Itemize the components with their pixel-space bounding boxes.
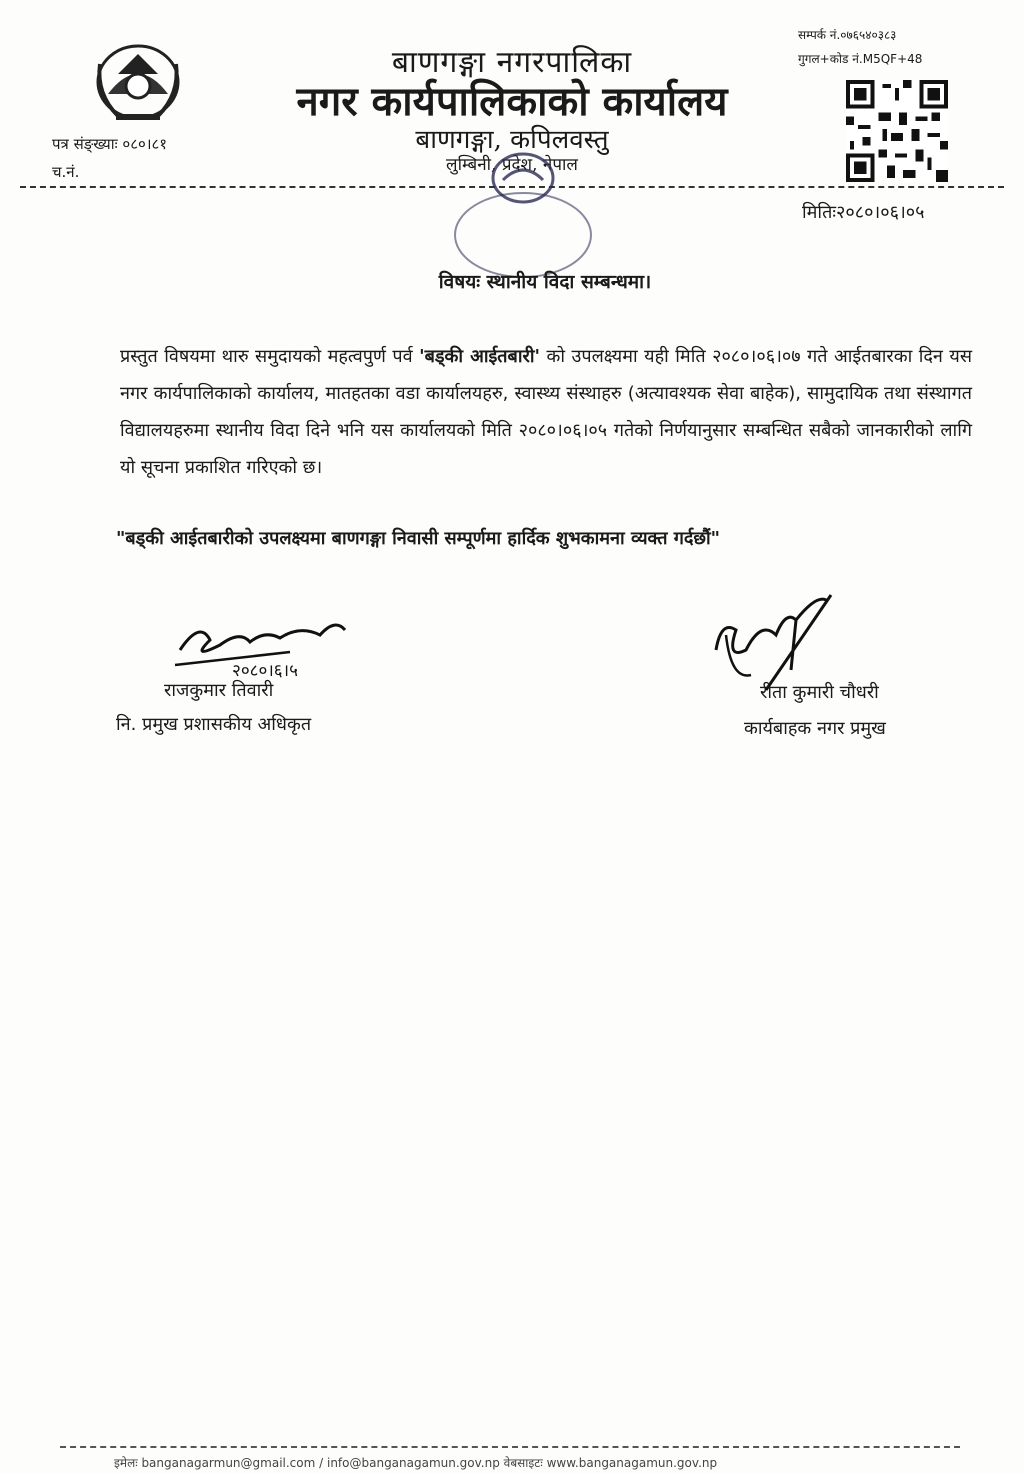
- signature-left: [170, 610, 370, 680]
- signatory-right-name: रीता कुमारी चौधरी: [760, 682, 879, 703]
- header-location: बाणगङ्गा, कपिलवस्तु: [415, 125, 609, 155]
- subject-line: विषयः स्थानीय विदा सम्बन्धमा।: [438, 271, 652, 293]
- plus-code: गुगल+कोड नं.M5QF+48: [798, 52, 923, 66]
- header-province: लुम्बिनी, प्रदेश, नेपाल: [446, 155, 578, 175]
- header-office-title: नगर कार्यपालिकाको कार्यालय: [296, 78, 728, 125]
- letter-number: पत्र संङ्ख्याः ०८०।८१: [52, 135, 168, 153]
- dispatch-number: च.नं.: [52, 163, 80, 181]
- signatory-left-name: राजकुमार तिवारी: [164, 680, 274, 701]
- header-municipality: बाणगङ्गा नगरपालिका: [391, 45, 633, 80]
- official-seal: [448, 140, 598, 280]
- notice-body: [120, 338, 972, 486]
- signatory-right-role: कार्यबाहक नगर प्रमुख: [744, 718, 886, 739]
- signature-left-date: २०८०।६।५: [232, 661, 298, 680]
- footer-contact: इमेलः banganagarmun@gmail.com / info@banganagamun.gov.np वेबसाइटः www.banganagamun.gov.np: [114, 1456, 718, 1470]
- qr-code-icon: [846, 80, 948, 182]
- contact-phone: सम्पर्क नं.०७६५४०३८३: [798, 28, 897, 42]
- festival-name: 'बड्की आईतबारी': [419, 346, 541, 367]
- body-text-part2: को उपलक्ष्यमा यही मिति २०८०।०६।०७ गते आईतबारका दिन यस नगर कार्यपालिकाको कार्यालय, मातहतका वडा कार्यालयहरु, स्वास्थ्य संस्थाहरु (अत्यावश्यक सेवा बाहेक), सामुदायिक तथा संस्थागत विद्यालयहरुमा स्थानीय विदा दिने भनि यस कार्यालयको मिति २०८०।०६।०५ गतेको निर्णयानुसार सम्बन्धित सबैको जानकारीको लागि यो सूचना प्रकाशित गरिएको छ।: [120, 346, 973, 478]
- body-text-part1: प्रस्तुत विषयमा थारु समुदायको महत्वपुर्ण पर्व: [120, 346, 420, 367]
- signatory-left-role: नि. प्रमुख प्रशासकीय अधिकृत: [116, 714, 312, 735]
- greeting-line: "बड्की आईतबारीको उपलक्ष्यमा बाणगङ्गा निवासी सम्पूर्णमा हार्दिक शुभकामना व्यक्त गर्दछौं": [116, 528, 721, 549]
- letter-date: मितिः२०८०।०६।०५: [802, 202, 925, 223]
- footer-divider: [60, 1446, 960, 1448]
